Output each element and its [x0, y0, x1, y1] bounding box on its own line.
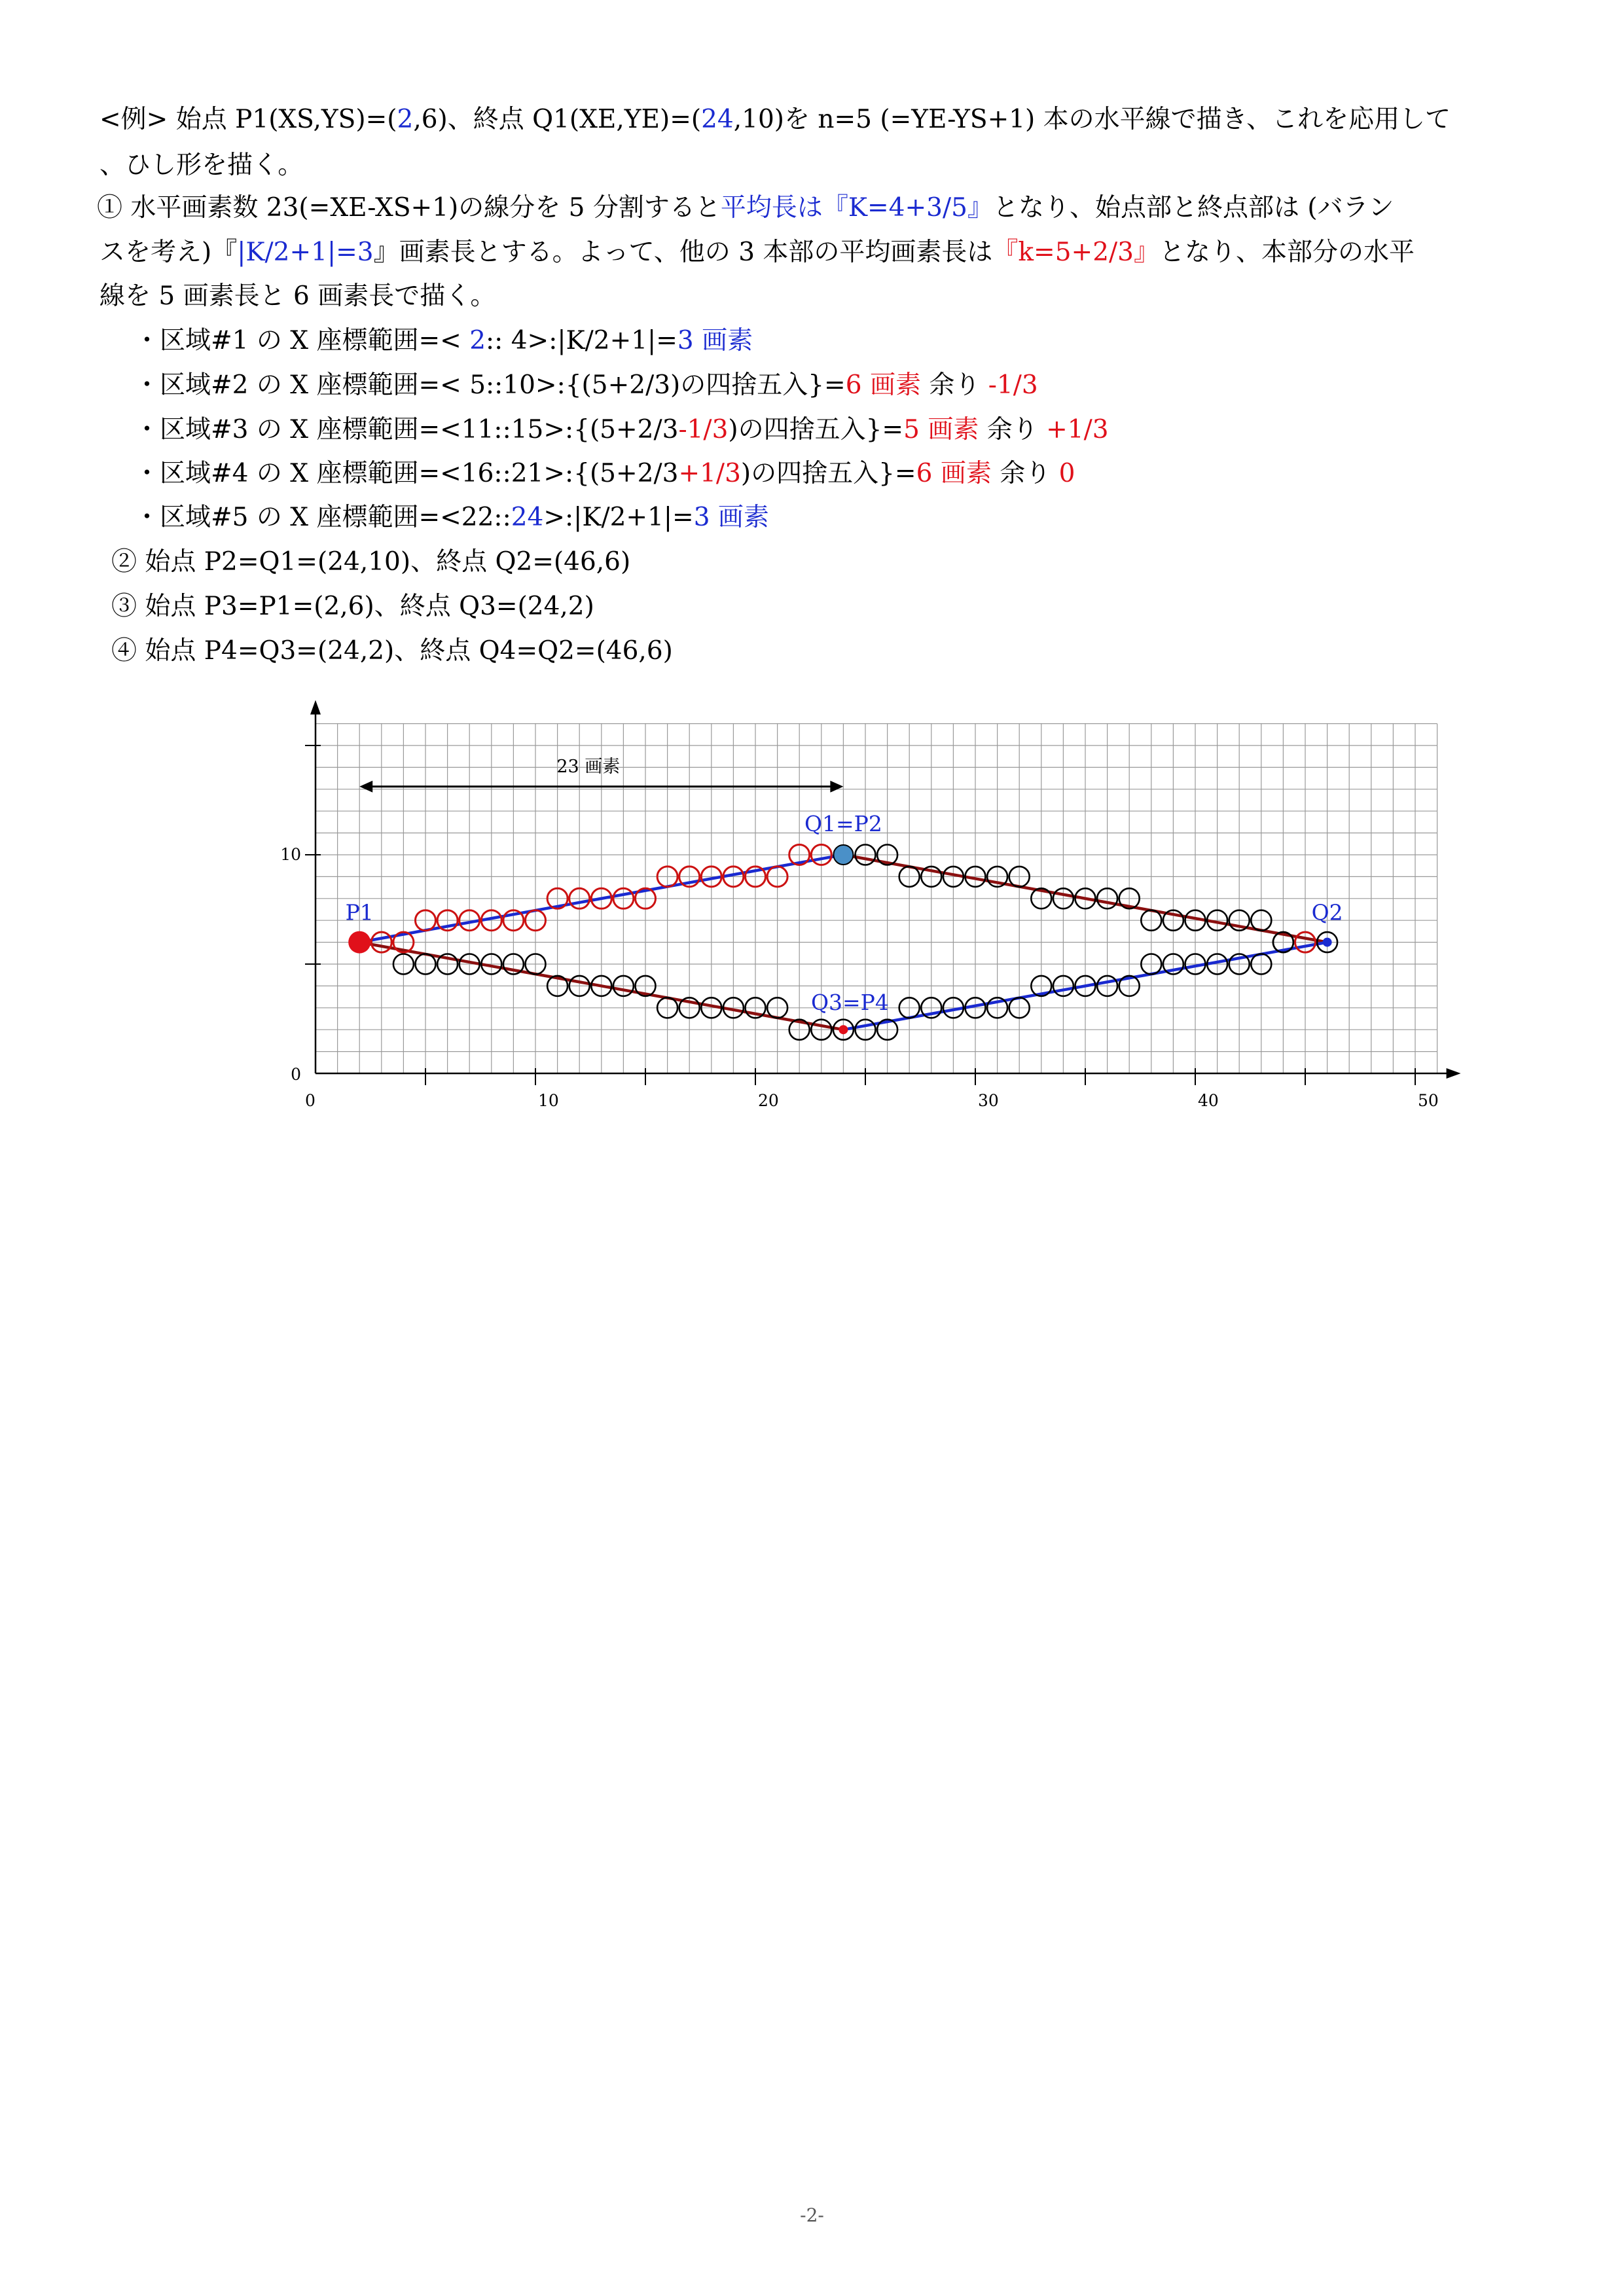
xe-value: 24 [701, 105, 734, 134]
region-text: ・区域#5 の X 座標範囲=<22:: [134, 503, 511, 532]
end-length-formula: |K/2+1|=3 [237, 238, 374, 267]
intro-text: ,6)、終点 Q1(XE,YE)=( [413, 105, 702, 134]
region-text: )の四捨五入}= [740, 459, 916, 488]
region-text: 余り [979, 415, 1047, 444]
region-text: >:|K/2+1|= [543, 503, 694, 532]
region-highlight: +1/3 [678, 459, 741, 488]
xs-value: 2 [397, 105, 414, 134]
x-tick-label: 30 [978, 1091, 999, 1110]
x-tick-label: 0 [305, 1091, 316, 1110]
region-text: ・区域#4 の X 座標範囲=<16::21>:{(5+2/3 [134, 459, 679, 488]
filled-point [833, 845, 853, 865]
step-3: ③ 始点 P3=P1=(2,6)、終点 Q3=(24,2) [111, 592, 594, 621]
region-text: 余り [991, 459, 1059, 488]
chart-axes [280, 700, 1460, 1110]
point-label: Q3=P4 [810, 990, 889, 1016]
region-item [134, 457, 1075, 490]
filled-point [839, 1025, 848, 1034]
step1-text: 』画素長とする。よって、他の 3 本部の平均画素長は [373, 238, 993, 267]
middle-length-formula: 『k=5+2/3』 [992, 238, 1159, 267]
dimension-label: 23 画素 [556, 756, 621, 777]
step1-text: スを考え)『 [99, 238, 238, 267]
chart-labels [346, 757, 1343, 1015]
region-pixels: 6 画素 [916, 459, 992, 488]
region-pixels: 3 画素 [693, 503, 769, 532]
region-text: ・区域#2 の X 座標範囲=< 5::10>:{(5+2/3)の四捨五入}= [134, 370, 846, 400]
region-highlight: 2 [469, 326, 486, 355]
x-tick-label: 20 [758, 1091, 779, 1110]
page-number: -2- [800, 2204, 824, 2226]
region-pixels: 6 画素 [845, 370, 921, 400]
step1-text: となり、本部分の水平 [1159, 238, 1415, 267]
average-length-formula: 平均長は『K=4+3/5』 [720, 193, 993, 223]
region-pixels: 3 画素 [677, 326, 753, 355]
x-tick-label: 40 [1198, 1091, 1219, 1110]
y-axis-arrow [310, 700, 321, 715]
region-highlight: 24 [511, 503, 544, 532]
x-axis-arrow [1447, 1068, 1461, 1079]
point-label: P1 [345, 899, 374, 925]
rhombus-pixel-chart [275, 691, 1466, 1122]
pixel-grid [316, 724, 1437, 1073]
step-2: ② 始点 P2=Q1=(24,10)、終点 Q2=(46,6) [111, 547, 631, 577]
region-item [134, 369, 1038, 402]
intro-line-1 [99, 103, 1451, 136]
region-remainder: 0 [1058, 459, 1075, 488]
step1-line-1 [97, 192, 1394, 224]
x-tick-label: 50 [1418, 1091, 1439, 1110]
region-highlight: -1/3 [678, 415, 729, 444]
point-label: Q1=P2 [804, 811, 882, 836]
filled-point [348, 931, 370, 954]
x-tick-label: 10 [538, 1091, 559, 1110]
region-pixels: 5 画素 [903, 415, 979, 444]
region-item [134, 414, 1109, 446]
y-tick-label: 0 [291, 1065, 301, 1084]
step1-text: となり、始点部と終点部は (バラン [992, 193, 1394, 223]
region-text: )の四捨五入}= [728, 415, 904, 444]
step1-line-2 [99, 236, 1415, 269]
intro-text: ,10)を n=5 (=YE-YS+1) 本の水平線で描き、これを応用して [733, 105, 1451, 134]
y-tick-label: 10 [280, 845, 301, 864]
region-text: ・区域#1 の X 座標範囲=< [134, 326, 470, 355]
step-4: ④ 始点 P4=Q3=(24,2)、終点 Q4=Q2=(46,6) [111, 636, 673, 666]
region-text: :: 4>:|K/2+1|= [486, 326, 677, 355]
step1-text: ① 水平画素数 23(=XE-XS+1)の線分を 5 分割すると [97, 193, 721, 223]
region-text: ・区域#3 の X 座標範囲=<11::15>:{(5+2/3 [134, 415, 679, 444]
filled-point [1323, 938, 1332, 947]
intro-line-2: 、ひし形を描く。 [99, 151, 304, 180]
step1-line-3: 線を 5 画素長と 6 画素長で描く。 [99, 281, 496, 311]
intro-text: <例> 始点 P1(XS,YS)=( [99, 105, 397, 134]
region-remainder: +1/3 [1046, 415, 1109, 444]
point-label: Q2 [1311, 899, 1343, 925]
region-text: 余り [920, 370, 988, 400]
region-item [134, 501, 769, 534]
dimension-arrow-left [359, 781, 372, 793]
region-item [134, 325, 753, 357]
dimension-arrow-right [830, 781, 843, 793]
region-remainder: -1/3 [988, 370, 1038, 400]
